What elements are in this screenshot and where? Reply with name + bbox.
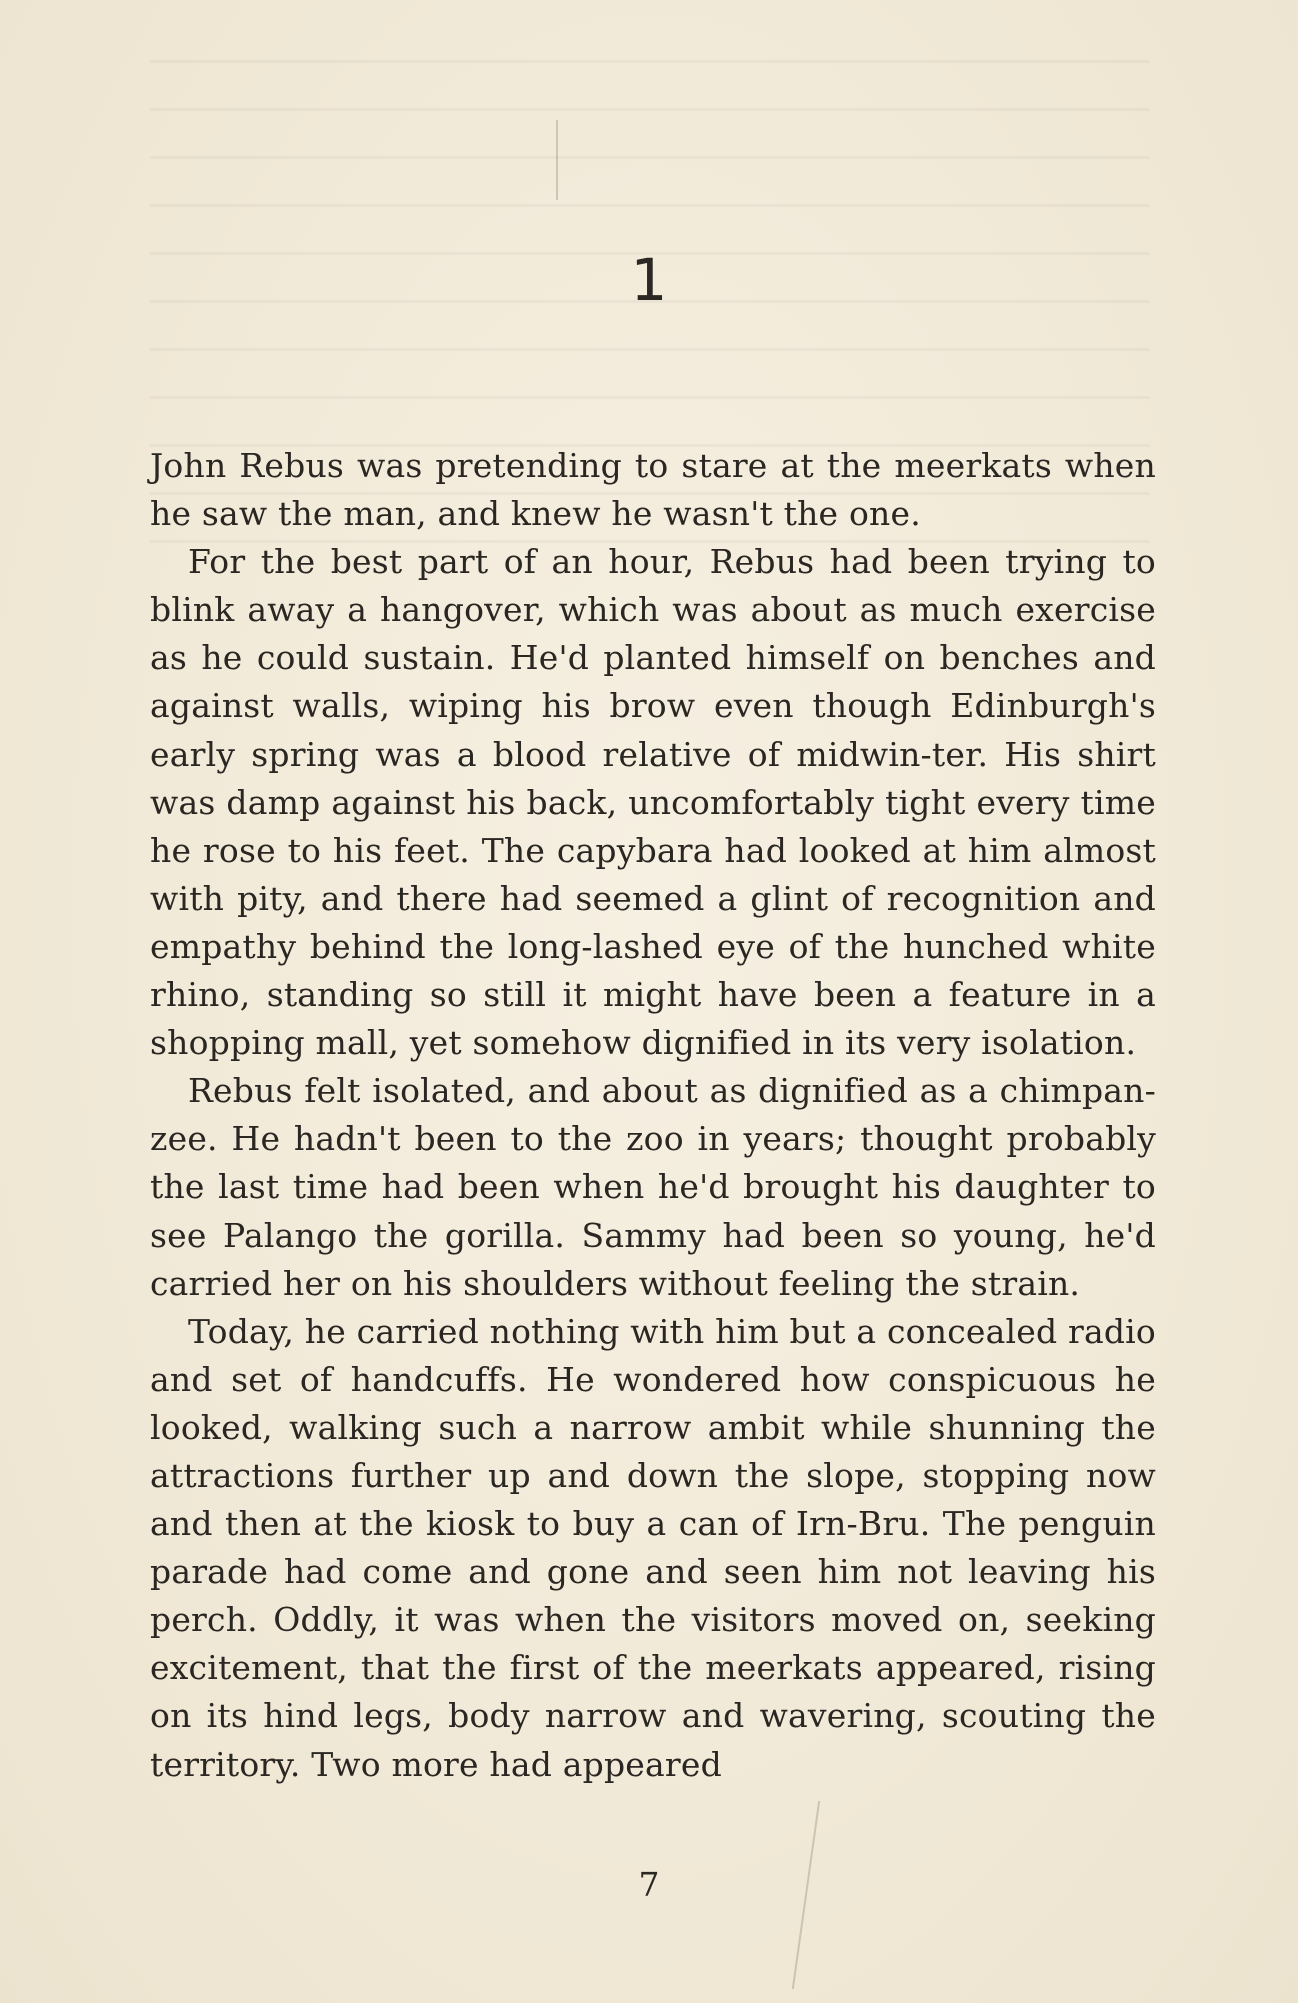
chapter-number: 1 <box>630 246 668 314</box>
paragraph: For the best part of an hour, Rebus had been trying to blink away a hangover, which was about as much exercise as he could sustain. He'd planted himself on benches and against walls, wiping his brow even though Edinburgh's early spring was a blood relative of midwin-ter. His shirt was damp against his back, uncomfortably tight every time he rose to his feet. The capybara had looked at him almost with pity, and there had seemed a glint of recognition and empathy behind the long-lashed eye of the hunched white rhino, standing so still it might have been a feature in a shopping mall, yet somehow dignified in its very isolation. <box>150 542 1156 1063</box>
paragraph: John Rebus was pretending to stare at the meerkats when he saw the man, and knew he wasn't the one. <box>150 446 1156 534</box>
paragraph: Rebus felt isolated, and about as dignified as a chimpan-zee. He hadn't been to the zoo in years; thought probably the last time had been when he'd brought his daughter to see Palango the gorilla. Sammy had been so young, he'd carried her on his shoulders without feeling the strain. <box>150 1071 1156 1303</box>
paragraph: Today, he carried nothing with him but a concealed radio and set of handcuffs. He wondered how conspicuous he looked, walking such a narrow ambit while shunning the attractions further up and down the slope, stopping now and then at the kiosk to buy a can of Irn-Bru. The penguin parade had come and gone and seen him not leaving his perch. Oddly, it was when the visitors moved on, seeking excitement, that the first of the meerkats appeared, rising on its hind legs, body narrow and wavering, scouting the territory. Two more had appeared <box>150 1311 1156 1784</box>
page-number: 7 <box>638 1865 660 1904</box>
page-crease-mark <box>556 120 558 200</box>
chapter-body-text <box>150 442 1156 1789</box>
